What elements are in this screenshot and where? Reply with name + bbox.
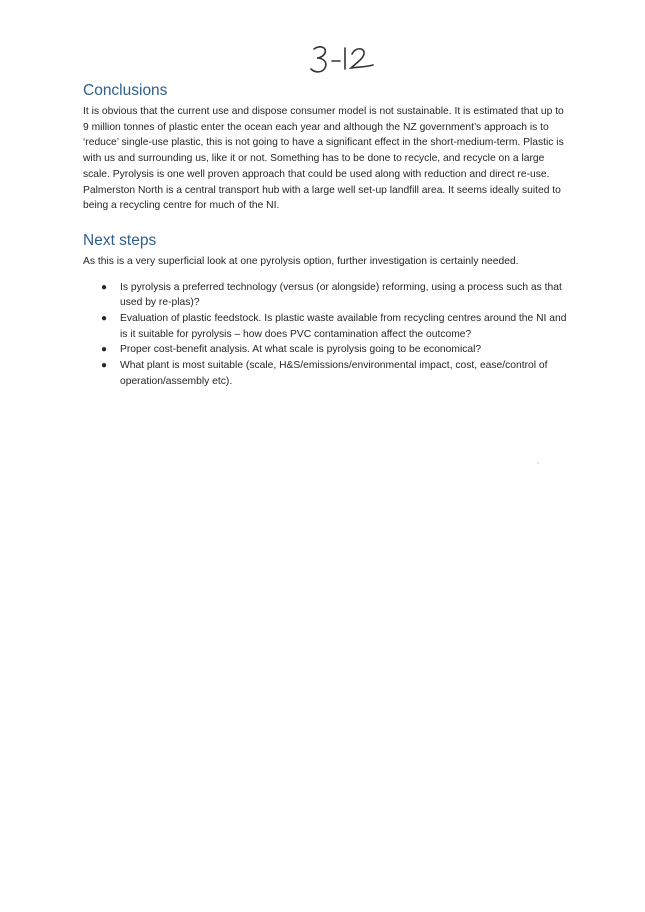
handwritten-page-number: [300, 40, 390, 80]
conclusions-paragraph: It is obvious that the current use and dispose consumer model is not sustainable. It is estimated that up to 9 million tonnes of plastic enter the ocean each year and although the NZ government’s approach is to ‘reduce’ single-use plastic, this is not going to have a significant effect in the short-medium-term. Plastic is with us and surrounding us, like it or not. Something has to be done to recycle, and recycle on a large scale. Pyrolysis is one well proven approach that could be used along with reduction and direct re-use. Palmerston North is a central transport hub with a large well set-up landfill area. It seems ideally suited to being a recycling centre for much of the NI.: [83, 106, 564, 212]
bullet-icon: ●: [101, 360, 108, 372]
list-item: [83, 280, 571, 311]
bullet-icon: ●: [101, 281, 108, 293]
bullet-icon: ●: [101, 313, 108, 325]
list-item: [83, 358, 571, 389]
list-item-text: Evaluation of plastic feedstock. Is plastic waste available from recycling centres around the NI and is it suitable for pyrolysis – how does PVC contamination affect the outcome?: [120, 313, 567, 340]
next-steps-section: [83, 230, 571, 390]
list-item-text: Proper cost-benefit analysis. At what scale is pyrolysis going to be economical?: [120, 344, 482, 356]
list-item-text: What plant is most suitable (scale, H&S/emissions/environmental impact, cost, ease/control of operation/assembly etc).: [120, 360, 548, 387]
list-item: [83, 342, 571, 358]
next-steps-list: [83, 280, 571, 390]
conclusions-heading: Conclusions: [83, 82, 168, 99]
conclusions-section: [83, 80, 571, 214]
next-steps-heading: Next steps: [83, 231, 157, 249]
scan-speck: [537, 462, 539, 464]
next-steps-intro: As this is a very superficial look at one pyrolysis option, further investigation is certainly needed.: [83, 255, 519, 267]
list-item-text: Is pyrolysis a preferred technology (versus (or alongside) reforming, using a process such as that used by re-plas)?: [120, 281, 562, 309]
bullet-icon: ●: [101, 344, 108, 356]
handwritten-page-number-mark: [300, 40, 390, 80]
list-item: [83, 311, 571, 342]
document-body: [83, 80, 571, 390]
